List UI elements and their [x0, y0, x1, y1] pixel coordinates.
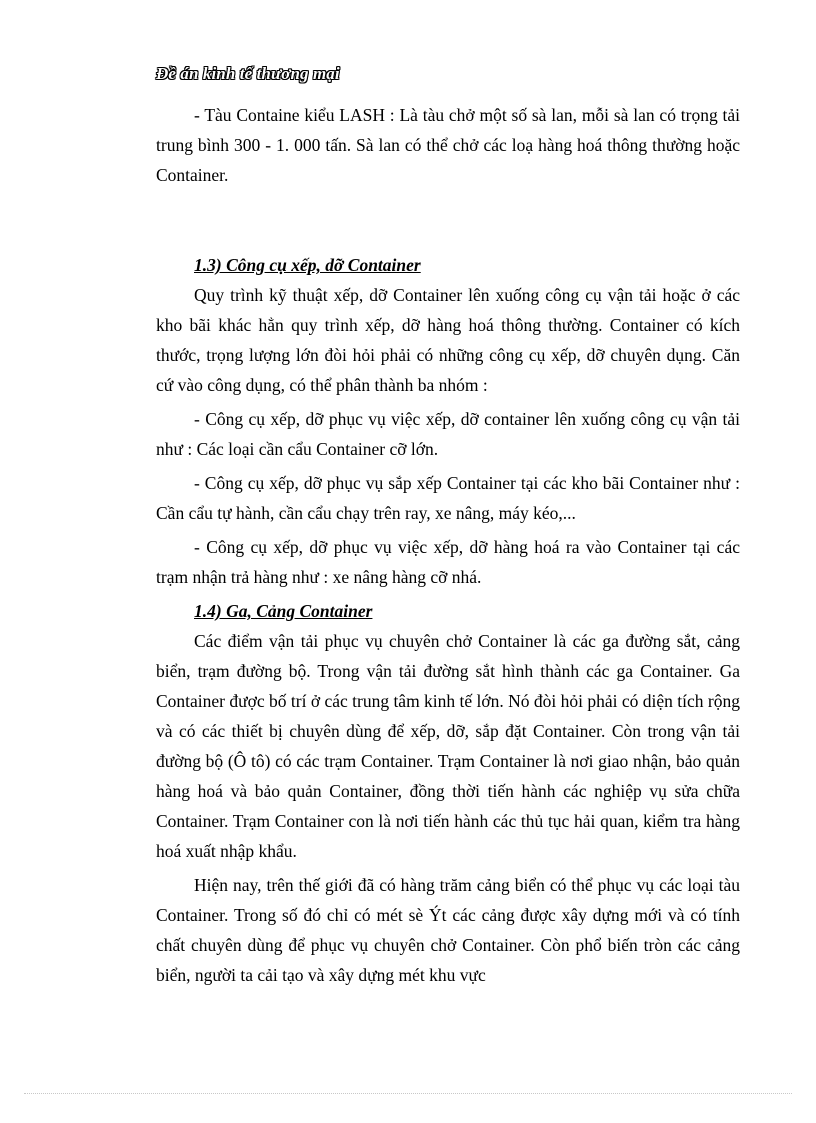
paragraph: - Công cụ xếp, dỡ phục vụ việc xếp, dỡ container lên xuống công cụ vận tải như : Các loại cần cẩu Container cỡ lớn.	[156, 409, 740, 459]
page-bottom-divider	[24, 1093, 792, 1094]
section-spacer	[156, 194, 740, 250]
page-header-title: Đề án kinh tế thương mại	[156, 64, 340, 83]
intro-paragraph: - Tàu Containe kiểu LASH : Là tàu chở một số sà lan, mỗi sà lan có trọng tải trung bình 300 - 1. 000 tấn. Sà lan có thể chở các loạ hàng hoá thông thường hoặc Container.	[156, 105, 740, 185]
paragraph: - Công cụ xếp, dỡ phục vụ sắp xếp Container tại các kho bãi Container như : Cần cẩu tự hành, cần cẩu chạy trên ray, xe nâng, máy kéo,...	[156, 473, 740, 523]
paragraph: Quy trình kỹ thuật xếp, dỡ Container lên xuống công cụ vận tải hoặc ở các kho bãi khác hẳn quy trình xếp, dỡ hàng hoá thông thường. Container có kích thước, trọng lượng lớn đòi hỏi phải có những công cụ xếp, dỡ chuyên dụng. Căn cứ vào công dụng, có thể phân thành ba nhóm :	[156, 285, 740, 395]
paragraph: Các điểm vận tải phục vụ chuyên chở Container là các ga đường sắt, cảng biển, trạm đường bộ. Trong vận tải đường sắt hình thành các ga Container. Ga Container được bố trí ở các trung tâm kinh tế lớn. Nó đòi hỏi phải có diện tích rộng và có các thiết bị chuyên dùng để xếp, dỡ, sắp đặt Container. Còn trong vận tải đường bộ (Ô tô) có các trạm Container. Trạm Container là nơi giao nhận, bảo quản hàng hoá và bảo quản Container, đồng thời tiến hành các nghiệp vụ sửa chữa Container. Trạm Container con là nơi tiến hành các thủ tục hải quan, kiểm tra hàng hoá xuất nhập khẩu.	[156, 631, 740, 861]
document-body	[156, 100, 740, 994]
paragraph: Hiện nay, trên thế giới đã có hàng trăm cảng biển có thể phục vụ các loại tàu Container. Trong số đó chỉ có mét sè Ýt các cảng được xây dựng mới và có tính chất chuyên dùng để phục vụ chuyên chở Container. Còn phổ biến tròn các cảng biển, người ta cải tạo và xây dựng mét khu vực	[156, 875, 740, 985]
section-heading-1-3: 1.3) Công cụ xếp, dỡ Container	[194, 255, 421, 275]
paragraph: - Công cụ xếp, dỡ phục vụ việc xếp, dỡ hàng hoá ra vào Container tại các trạm nhận trả hàng như : xe nâng hàng cỡ nhá.	[156, 537, 740, 587]
section-heading-1-4: 1.4) Ga, Cảng Container	[194, 601, 373, 621]
